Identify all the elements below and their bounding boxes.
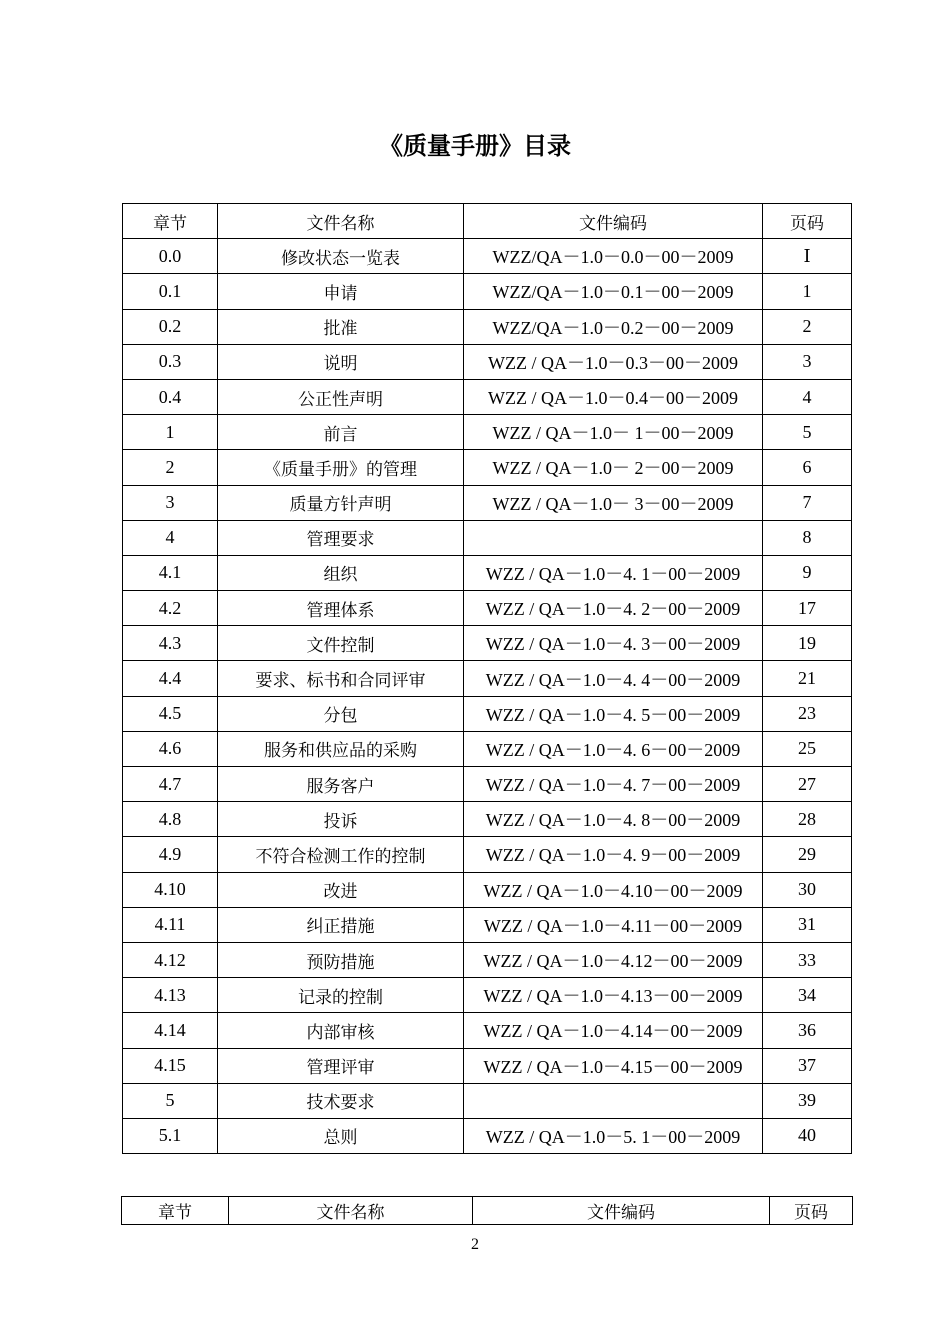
page-cell: 28 — [763, 802, 852, 837]
code-cell — [464, 1083, 763, 1118]
table-row — [123, 978, 852, 1013]
header-code: 文件编码 — [473, 1197, 770, 1225]
name-cell: 内部审核 — [218, 1013, 464, 1048]
code-cell: WZZ / QA－1.0－0.3－00－2009 — [464, 344, 763, 379]
page-cell: 5 — [763, 415, 852, 450]
table-row — [123, 1048, 852, 1083]
chapter-cell: 4.8 — [123, 802, 218, 837]
table-row — [123, 802, 852, 837]
page-cell: 21 — [763, 661, 852, 696]
chapter-cell: 4.4 — [123, 661, 218, 696]
table-row — [123, 767, 852, 802]
page-cell: 40 — [763, 1118, 852, 1153]
chapter-cell: 4.5 — [123, 696, 218, 731]
chapter-cell: 4.6 — [123, 731, 218, 766]
name-cell: 组织 — [218, 555, 464, 590]
code-cell: WZZ / QA－1.0－4. 6－00－2009 — [464, 731, 763, 766]
name-cell: 前言 — [218, 415, 464, 450]
code-cell: WZZ / QA－1.0－4. 8－00－2009 — [464, 802, 763, 837]
page-cell: 2 — [763, 309, 852, 344]
table-row — [123, 555, 852, 590]
code-cell: WZZ/QA－1.0－0.1－00－2009 — [464, 274, 763, 309]
document-title: 《质量手册》目录 — [379, 132, 571, 160]
name-cell: 《质量手册》的管理 — [218, 450, 464, 485]
page-number: 2 — [471, 1236, 479, 1253]
page-cell: 27 — [763, 767, 852, 802]
table-row — [123, 837, 852, 872]
page-cell: 29 — [763, 837, 852, 872]
code-cell: WZZ / QA－1.0－4.15－00－2009 — [464, 1048, 763, 1083]
table-row — [123, 731, 852, 766]
name-cell: 总则 — [218, 1118, 464, 1153]
chapter-cell: 4.15 — [123, 1048, 218, 1083]
table-row — [123, 239, 852, 274]
page-cell: 4 — [763, 379, 852, 414]
name-cell: 投诉 — [218, 802, 464, 837]
name-cell: 申请 — [218, 274, 464, 309]
page-cell: 39 — [763, 1083, 852, 1118]
code-cell: WZZ / QA－1.0－4.13－00－2009 — [464, 978, 763, 1013]
table-row — [123, 520, 852, 555]
table-row — [123, 344, 852, 379]
page-cell: 34 — [763, 978, 852, 1013]
page-cell: 31 — [763, 907, 852, 942]
name-cell: 修改状态一览表 — [218, 239, 464, 274]
toc-table — [122, 203, 852, 1154]
chapter-cell: 4.2 — [123, 591, 218, 626]
toc-header-row — [123, 204, 852, 239]
chapter-cell: 4.9 — [123, 837, 218, 872]
name-cell: 管理评审 — [218, 1048, 464, 1083]
name-cell: 文件控制 — [218, 626, 464, 661]
code-cell: WZZ / QA－1.0－4. 9－00－2009 — [464, 837, 763, 872]
page-cell: 3 — [763, 344, 852, 379]
chapter-cell: 0.2 — [123, 309, 218, 344]
name-cell: 改进 — [218, 872, 464, 907]
page-cell: 1 — [763, 274, 852, 309]
chapter-cell: 0.0 — [123, 239, 218, 274]
table-row — [123, 450, 852, 485]
chapter-cell: 4.3 — [123, 626, 218, 661]
code-cell: WZZ/QA－1.0－0.2－00－2009 — [464, 309, 763, 344]
page-cell: 8 — [763, 520, 852, 555]
toc-body — [123, 239, 852, 1154]
chapter-cell: 4.11 — [123, 907, 218, 942]
chapter-cell: 4.7 — [123, 767, 218, 802]
code-cell: WZZ / QA－1.0－4. 5－00－2009 — [464, 696, 763, 731]
name-cell: 不符合检测工作的控制 — [218, 837, 464, 872]
code-cell: WZZ / QA－1.0－4. 2－00－2009 — [464, 591, 763, 626]
page-cell: 37 — [763, 1048, 852, 1083]
table-row — [123, 942, 852, 977]
name-cell: 批准 — [218, 309, 464, 344]
table-row — [123, 274, 852, 309]
page-cell: 36 — [763, 1013, 852, 1048]
header-name: 文件名称 — [218, 204, 464, 239]
header-code: 文件编码 — [464, 204, 763, 239]
code-cell: WZZ / QA－1.0－4.12－00－2009 — [464, 942, 763, 977]
chapter-cell: 4.12 — [123, 942, 218, 977]
chapter-cell: 4.14 — [123, 1013, 218, 1048]
table-row — [123, 1013, 852, 1048]
table-row — [123, 696, 852, 731]
code-cell — [464, 520, 763, 555]
chapter-cell: 0.1 — [123, 274, 218, 309]
header-page: 页码 — [770, 1197, 853, 1225]
header-chapter: 章节 — [123, 204, 218, 239]
table-row — [123, 1118, 852, 1153]
page-cell: 25 — [763, 731, 852, 766]
chapter-cell: 4.13 — [123, 978, 218, 1013]
table-row — [123, 379, 852, 414]
toc-table-continued — [121, 1196, 853, 1225]
name-cell: 公正性声明 — [218, 379, 464, 414]
page-cell: 19 — [763, 626, 852, 661]
table-row — [123, 485, 852, 520]
page-cell: 17 — [763, 591, 852, 626]
name-cell: 预防措施 — [218, 942, 464, 977]
code-cell: WZZ / QA－1.0－4.11－00－2009 — [464, 907, 763, 942]
page-cell: 23 — [763, 696, 852, 731]
code-cell: WZZ / QA－1.0－4. 3－00－2009 — [464, 626, 763, 661]
name-cell: 说明 — [218, 344, 464, 379]
toc-header-row-continued — [122, 1197, 853, 1225]
chapter-cell: 2 — [123, 450, 218, 485]
name-cell: 技术要求 — [218, 1083, 464, 1118]
chapter-cell: 0.3 — [123, 344, 218, 379]
table-row — [123, 872, 852, 907]
name-cell: 管理体系 — [218, 591, 464, 626]
name-cell: 管理要求 — [218, 520, 464, 555]
header-page: 页码 — [763, 204, 852, 239]
table-row — [123, 626, 852, 661]
page-cell: Ⅰ — [763, 239, 852, 274]
name-cell: 质量方针声明 — [218, 485, 464, 520]
table-row — [123, 661, 852, 696]
table-row — [123, 309, 852, 344]
name-cell: 纠正措施 — [218, 907, 464, 942]
page-cell: 6 — [763, 450, 852, 485]
code-cell: WZZ / QA－1.0－4.10－00－2009 — [464, 872, 763, 907]
code-cell: WZZ / QA－1.0－5. 1－00－2009 — [464, 1118, 763, 1153]
code-cell: WZZ / QA－1.0－4. 7－00－2009 — [464, 767, 763, 802]
code-cell: WZZ / QA－1.0－0.4－00－2009 — [464, 379, 763, 414]
name-cell: 服务和供应品的采购 — [218, 731, 464, 766]
table-row — [123, 1083, 852, 1118]
code-cell: WZZ/QA－1.0－0.0－00－2009 — [464, 239, 763, 274]
name-cell: 要求、标书和合同评审 — [218, 661, 464, 696]
page-cell: 9 — [763, 555, 852, 590]
table-row — [123, 591, 852, 626]
table-row — [123, 415, 852, 450]
chapter-cell: 4.10 — [123, 872, 218, 907]
page-cell: 30 — [763, 872, 852, 907]
chapter-cell: 5.1 — [123, 1118, 218, 1153]
table-row — [123, 907, 852, 942]
header-name: 文件名称 — [229, 1197, 473, 1225]
header-chapter: 章节 — [122, 1197, 229, 1225]
chapter-cell: 4 — [123, 520, 218, 555]
chapter-cell: 3 — [123, 485, 218, 520]
chapter-cell: 1 — [123, 415, 218, 450]
chapter-cell: 0.4 — [123, 379, 218, 414]
name-cell: 服务客户 — [218, 767, 464, 802]
code-cell: WZZ / QA－1.0－ 1－00－2009 — [464, 415, 763, 450]
code-cell: WZZ / QA－1.0－ 3－00－2009 — [464, 485, 763, 520]
code-cell: WZZ / QA－1.0－4.14－00－2009 — [464, 1013, 763, 1048]
page-cell: 33 — [763, 942, 852, 977]
name-cell: 记录的控制 — [218, 978, 464, 1013]
chapter-cell: 4.1 — [123, 555, 218, 590]
name-cell: 分包 — [218, 696, 464, 731]
page-cell: 7 — [763, 485, 852, 520]
chapter-cell: 5 — [123, 1083, 218, 1118]
code-cell: WZZ / QA－1.0－4. 1－00－2009 — [464, 555, 763, 590]
code-cell: WZZ / QA－1.0－ 2－00－2009 — [464, 450, 763, 485]
code-cell: WZZ / QA－1.0－4. 4－00－2009 — [464, 661, 763, 696]
